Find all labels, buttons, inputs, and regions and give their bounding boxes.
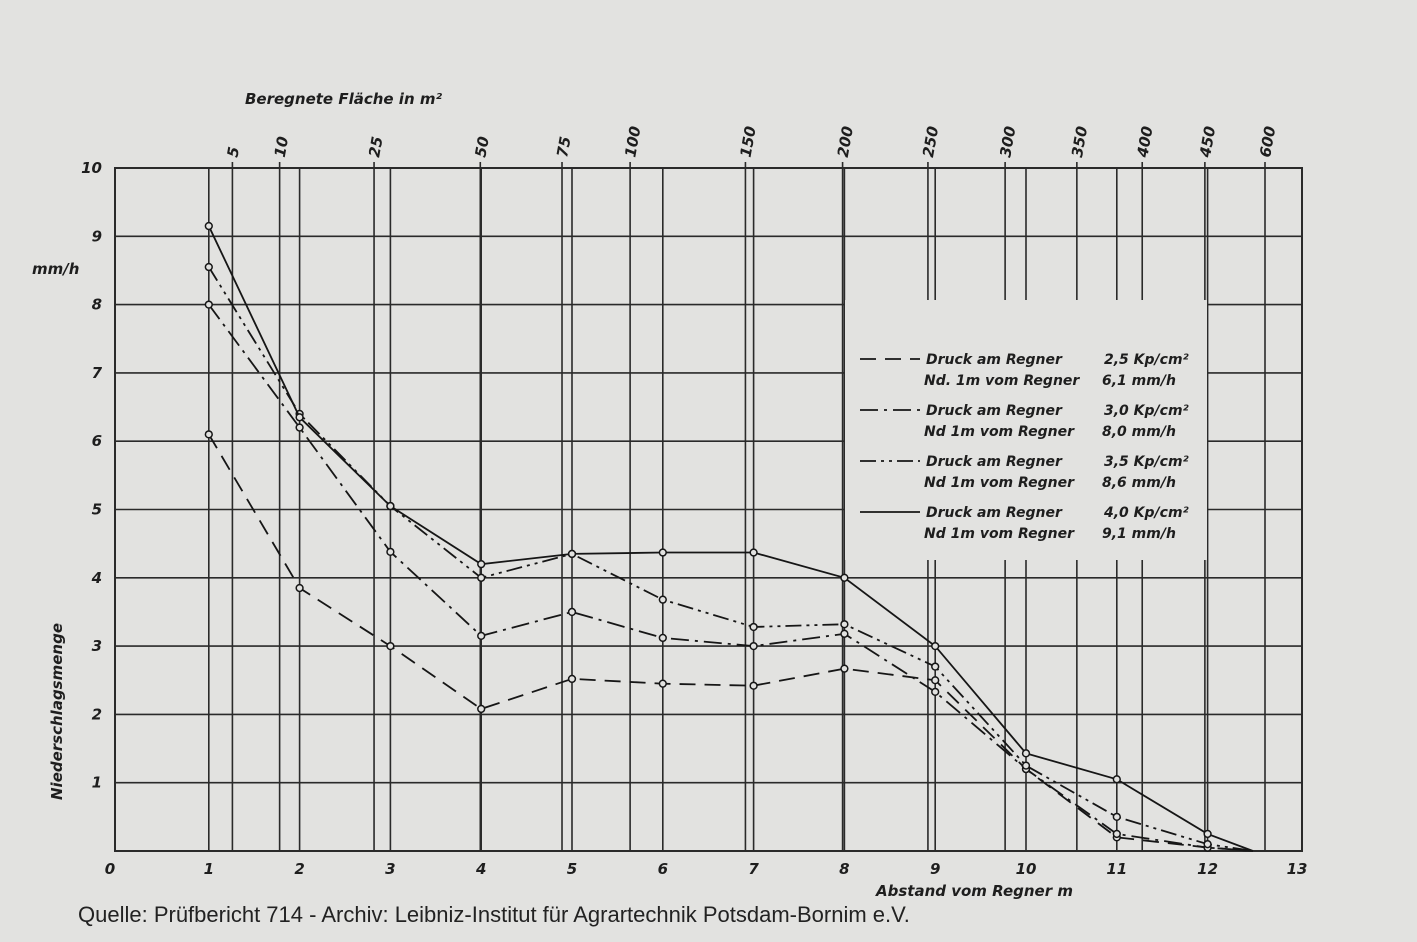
- data-point: [932, 663, 939, 670]
- data-point: [1113, 813, 1120, 820]
- top-tick-label-25: 25: [365, 135, 387, 159]
- data-point: [569, 609, 576, 616]
- legend: [845, 300, 1207, 560]
- top-tick-label-250: 250: [919, 124, 943, 159]
- x-tick-label-10: 10: [1015, 860, 1037, 878]
- data-point: [205, 223, 212, 230]
- y-tick-label-7: 7: [91, 363, 102, 382]
- data-point: [1023, 762, 1030, 769]
- data-point: [841, 665, 848, 672]
- legend-value-line2: 8,0 mm/h: [1102, 424, 1176, 440]
- y-tick-label-6: 6: [91, 432, 102, 451]
- x-tick-label-1: 1: [203, 860, 215, 878]
- top-tick-label-75: 75: [553, 135, 575, 159]
- legend-label-line1: Druck am Regner: [926, 505, 1062, 521]
- data-point: [659, 635, 666, 642]
- data-point: [932, 643, 939, 650]
- data-point: [569, 550, 576, 557]
- source-caption: Quelle: Prüfbericht 714 - Archiv: Leibniz-Institut für Agrartechnik Potsdam-Bornim e.V.: [78, 902, 910, 927]
- data-point: [659, 596, 666, 603]
- data-point: [841, 630, 848, 637]
- y-tick-label-5: 5: [91, 500, 102, 519]
- x-tick-label-8: 8: [839, 860, 850, 878]
- data-point: [932, 677, 939, 684]
- top-tick-label-10: 10: [270, 135, 293, 159]
- legend-label-line2: Nd 1m vom Regner: [924, 424, 1074, 440]
- data-point: [1204, 841, 1211, 848]
- data-point: [387, 503, 394, 510]
- data-point: [841, 621, 848, 628]
- x-tick-label-6: 6: [657, 860, 669, 878]
- legend-label-line1: Druck am Regner: [926, 454, 1062, 470]
- data-point: [296, 414, 303, 421]
- y-axis-unit: mm/h: [32, 260, 80, 278]
- legend-label-line2: Nd 1m vom Regner: [924, 526, 1074, 542]
- top-tick-label-300: 300: [996, 124, 1020, 159]
- y-tick-label-1: 1: [91, 773, 102, 792]
- legend-label-line1: Druck am Regner: [926, 403, 1062, 419]
- top-tick-label-150: 150: [736, 124, 760, 159]
- x-tick-label-0: 0: [104, 860, 116, 878]
- data-point: [750, 624, 757, 631]
- top-tick-label-350: 350: [1068, 124, 1092, 159]
- data-point: [478, 561, 485, 568]
- x-tick-label-12: 12: [1197, 860, 1219, 878]
- x-axis-title: Abstand vom Regner m: [876, 882, 1073, 900]
- x-tick-label-7: 7: [748, 860, 759, 878]
- data-point: [296, 585, 303, 592]
- top-tick-label-100: 100: [621, 124, 645, 159]
- y-tick-label-10: 10: [81, 159, 102, 177]
- data-point: [205, 431, 212, 438]
- data-point: [205, 264, 212, 271]
- x-tick-label-4: 4: [475, 860, 487, 878]
- data-point: [569, 675, 576, 682]
- data-point: [478, 706, 485, 713]
- data-point: [387, 548, 394, 555]
- top-tick-label-5: 5: [223, 145, 244, 159]
- legend-label-line1: Druck am Regner: [926, 352, 1062, 368]
- legend-label-line2: Nd 1m vom Regner: [924, 475, 1074, 491]
- top-axis-title: Beregnete Fläche in m²: [245, 90, 443, 108]
- data-point: [750, 549, 757, 556]
- x-tick-label-11: 11: [1106, 860, 1128, 878]
- top-tick-label-200: 200: [833, 124, 857, 159]
- y-axis-title: Niederschlagsmenge: [48, 623, 66, 800]
- data-point: [478, 632, 485, 639]
- x-tick-label-3: 3: [385, 860, 396, 878]
- y-tick-label-2: 2: [91, 705, 102, 724]
- data-point: [932, 688, 939, 695]
- data-point: [659, 549, 666, 556]
- legend-value-line1: 3,5 Kp/cm²: [1104, 454, 1189, 470]
- legend-value-line2: 6,1 mm/h: [1102, 373, 1176, 389]
- data-point: [205, 301, 212, 308]
- x-tick-label-5: 5: [566, 860, 578, 878]
- data-point: [659, 680, 666, 687]
- data-point: [478, 574, 485, 581]
- data-point: [841, 574, 848, 581]
- data-point: [1113, 776, 1120, 783]
- legend-value-line1: 4,0 Kp/cm²: [1104, 505, 1189, 521]
- y-tick-label-4: 4: [91, 568, 102, 587]
- legend-value-line2: 8,6 mm/h: [1102, 475, 1176, 491]
- legend-value-line1: 3,0 Kp/cm²: [1104, 403, 1189, 419]
- data-point: [1023, 750, 1030, 757]
- x-tick-label-9: 9: [929, 860, 941, 878]
- y-tick-label-9: 9: [91, 227, 102, 246]
- data-point: [750, 643, 757, 650]
- legend-label-line2: Nd. 1m vom Regner: [924, 373, 1080, 389]
- data-point: [387, 643, 394, 650]
- data-point: [296, 424, 303, 431]
- legend-value-line2: 9,1 mm/h: [1102, 526, 1176, 542]
- legend-value-line1: 2,5 Kp/cm²: [1104, 352, 1189, 368]
- y-tick-label-8: 8: [91, 295, 102, 314]
- data-point: [1113, 831, 1120, 838]
- top-tick-label-450: 450: [1196, 124, 1220, 159]
- top-tick-label-400: 400: [1133, 124, 1157, 159]
- top-tick-label-50: 50: [471, 135, 493, 159]
- x-tick-label-2: 2: [294, 860, 305, 878]
- top-tick-label-600: 600: [1256, 124, 1280, 159]
- data-point: [1204, 831, 1211, 838]
- y-tick-label-3: 3: [91, 637, 102, 656]
- x-tick-label-13: 13: [1286, 860, 1308, 878]
- data-point: [750, 682, 757, 689]
